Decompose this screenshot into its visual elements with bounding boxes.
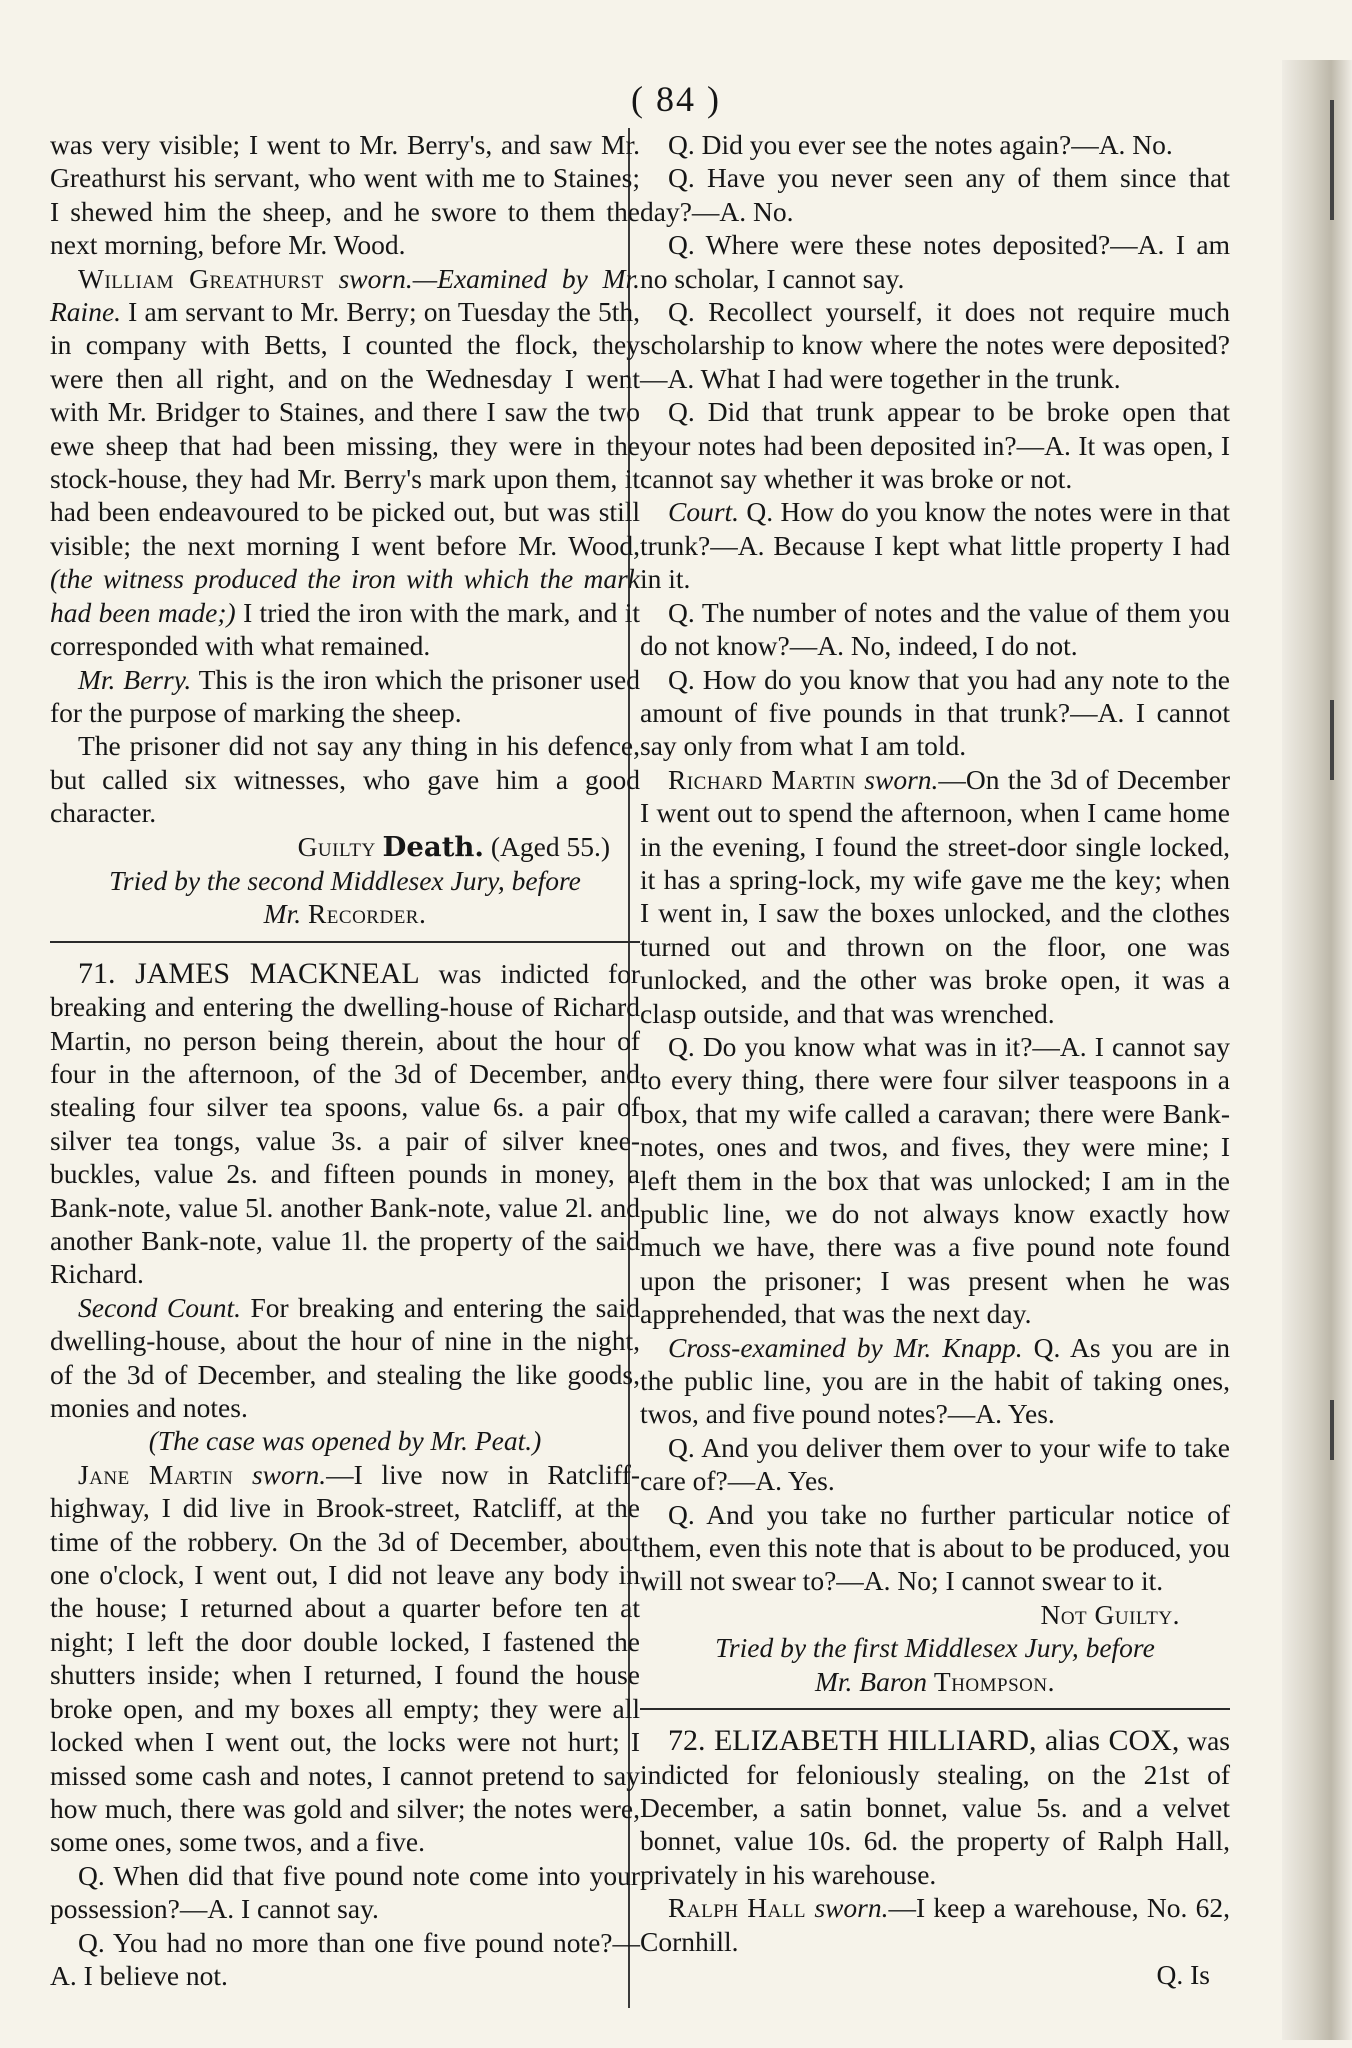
page-number: ( 84 ) [631, 79, 721, 119]
tried-judge [640, 1665, 1230, 1698]
verdict: Not Guilty. [1040, 1598, 1180, 1630]
question-text: Q. As you are in the public line, you are in the habit of taking ones, twos, and five pound notes?—A. Yes. [640, 1331, 1231, 1430]
case-heading: 71. JAMES MACKNEAL [78, 956, 420, 990]
tried-before: Tried by the first Middlesex Jury, before [715, 1632, 1155, 1664]
question: Q. Did that trunk appear to be broke open that your notes had been deposited in?—A. It was open, I cannot say whether it was broke or not. [640, 396, 1230, 495]
witness-name: Richard Martin [668, 763, 856, 795]
page-edge-shadow [1282, 60, 1352, 2040]
verdict [50, 830, 640, 864]
case-text: was indicted for feloniously stealing, on the 21st of December, a satin bonnet, value 5s. and a velvet bonnet, value 10s. 6d. the property of Ralph Hall, privately in his warehouse. [640, 1725, 1230, 1890]
question-court [640, 495, 1230, 595]
right-column [640, 128, 1230, 1991]
question: Q. And you deliver them over to your wife to take care of?—A. Yes. [640, 1431, 1230, 1497]
witness-sworn: sworn. [864, 763, 939, 795]
speaker: Court. [668, 496, 740, 528]
cross-label: Cross-examined by Mr. Knapp. [668, 1331, 1023, 1363]
catchword: Q. Is [1156, 1958, 1210, 1990]
witness-sworn: sworn.—Examined by Mr. Raine. [50, 262, 640, 328]
case-71 [50, 957, 640, 1291]
question: Q. How do you know that you had any note to the amount of five pounds in that trunk?—A. I cannot say only from what I am told. [640, 663, 1230, 762]
case-heading: 72. ELIZABETH HILLIARD, alias COX, [668, 1724, 1180, 1758]
testimony-ralph [640, 1891, 1230, 1958]
testimony-text: —I keep a warehouse, No. 62, Cornhill. [640, 1892, 1230, 1957]
judge-title: Mr. [263, 898, 302, 930]
testimony-text: —On the 3d of December I went out to spend the afternoon, when I came home in the evening, I found the street-door single locked, it has a spring-lock, my wife gave me the key; when I went in, I saw the boxes unlocked, and the clothes turned out and thrown on the floor, one was unlocked, and the other was broke open, it was a clasp outside, and that was wrenched. [640, 763, 1230, 1029]
testimony-note: (the witness produced the iron with which the mark had been made;) [50, 563, 640, 628]
tried-before: Tried by the second Middlesex Jury, before [109, 864, 581, 896]
count-label: Second Count. [78, 1291, 241, 1323]
sentence: Death. [382, 830, 484, 863]
witness-name: Jane Martin [78, 1458, 234, 1490]
witness-name: Ralph Hall [668, 1892, 807, 1924]
question: Q. Do you know what was in it?—A. I cannot say to every thing, there were four silver teaspoons in a box, that my wife called a caravan; there were Bank-notes, ones and twos, and fives, they were mine; I left them in the box that was unlocked; I am in the public line, we do not always know exactly how much we have, there was a five pound note found upon the prisoner; I was present when he was apprehended, that was the next day. [640, 1030, 1230, 1330]
testimony-text: This is the iron which the prisoner used for the purpose of marking the sheep. [50, 663, 640, 728]
question: Q. Where were these notes deposited?—A. I am no scholar, I cannot say. [640, 229, 1230, 294]
question: Q. And you take no further particular notice of them, even this note that is about to be produced, you will not swear to?—A. No; I cannot swear to it. [640, 1498, 1230, 1597]
witness-sworn: sworn. [251, 1458, 327, 1490]
age: (Aged 55.) [490, 830, 610, 862]
section-rule [640, 1708, 1230, 1710]
question: Q. The number of notes and the value of them you do not know?—A. No, indeed, I do not. [640, 596, 1230, 662]
testimony-berry [50, 663, 640, 730]
judge-name: Recorder. [307, 898, 427, 930]
verdict-word: Guilty [297, 830, 376, 862]
testimony-jane [50, 1458, 640, 1859]
question: Q. Have you never seen any of them since that day?—A. No. [640, 162, 1230, 227]
paragraph: was very visible; I went to Mr. Berry's, and saw Mr. Greathurst his servant, who went with me to Staines; I shewed him the sheep, and he swore to them the next morning, before Mr. Wood. [50, 129, 640, 261]
testimony-greathurst [50, 262, 640, 663]
testimony-text: I am servant to Mr. Berry; on Tuesday the 5th, in company with Betts, I counted the flock, they were then all right, and on the Wednesday I went with Mr. Bridger to Staines, and there I saw the two ewe sheep that had been missing, they were in the stock-house, they had Mr. Berry's mark upon them, it had been endeavoured to be picked out, but was still visible; the next morning I went before Mr. Wood, [50, 296, 640, 561]
question: Q. You had no more than one five pound note?—A. I believe not. [50, 1926, 640, 1991]
edge-mark [1330, 700, 1334, 780]
question: Q. Did you ever see the notes again?—A. No. [668, 129, 1173, 160]
judge-name: Thompson. [933, 1665, 1055, 1697]
witness-sworn: sworn. [814, 1892, 889, 1924]
case-72 [640, 1724, 1230, 1891]
case-opened: (The case was opened by Mr. Peat.) [148, 1425, 542, 1457]
left-column [50, 128, 640, 1992]
paragraph: The prisoner did not say any thing in his defence, but called six witnesses, who gave him a good character. [50, 730, 640, 829]
cross-examination [640, 1331, 1230, 1431]
count-text: For breaking and entering the said dwelling-house, about the hour of nine in the night, of the 3d of December, and stealing the like goods, monies and notes. [50, 1291, 640, 1424]
testimony-text: —I live now in Ratcliff-highway, I did live in Brook-street, Ratcliff, at the time of the robbery. On the 3d of December, about one o'clock, I went out, I did not leave any body in the house; I returned about a quarter before ten at night; I left the door double locked, I fastened the shutters inside; when I returned, I found the house broke open, and my boxes all empty; they were all locked when I went out, the locks were not hurt; I missed some cash and notes, I cannot pretend to say how much, there was gold and silver; the notes were, some ones, some twos, and a five. [50, 1458, 641, 1858]
case-text: was indicted for breaking and entering the dwelling-house of Richard Martin, no person being therein, about the hour of four in the afternoon, of the 3d of December, and stealing four silver tea spoons, value 6s. a pair of silver tea tongs, value 3s. a pair of silver knee-buckles, value 2s. and fifteen pounds in money, a Bank-note, value 5l. another Bank-note, value 2l. and another Bank-note, value 1l. the property of the said Richard. [50, 957, 641, 1290]
section-rule [50, 941, 640, 943]
speaker: Mr. Berry. [78, 663, 192, 695]
second-count [50, 1291, 640, 1425]
testimony-text: I tried the iron with the mark, and it corresponded with what remained. [50, 596, 641, 662]
question: Q. When did that five pound note come into your possession?—A. I cannot say. [50, 1859, 640, 1925]
testimony-richard [640, 763, 1230, 1030]
question-text: Q. How do you know the notes were in that trunk?—A. Because I kept what little property I had in it. [640, 496, 1231, 595]
edge-mark [1330, 1400, 1334, 1460]
witness-name: William Greathurst [78, 262, 324, 294]
judge-title: Mr. Baron [814, 1665, 928, 1697]
tried-judge [50, 897, 640, 930]
question: Q. Recollect yourself, it does not require much scholarship to know where the notes were deposited?—A. What I had were together in the trunk. [640, 296, 1230, 394]
